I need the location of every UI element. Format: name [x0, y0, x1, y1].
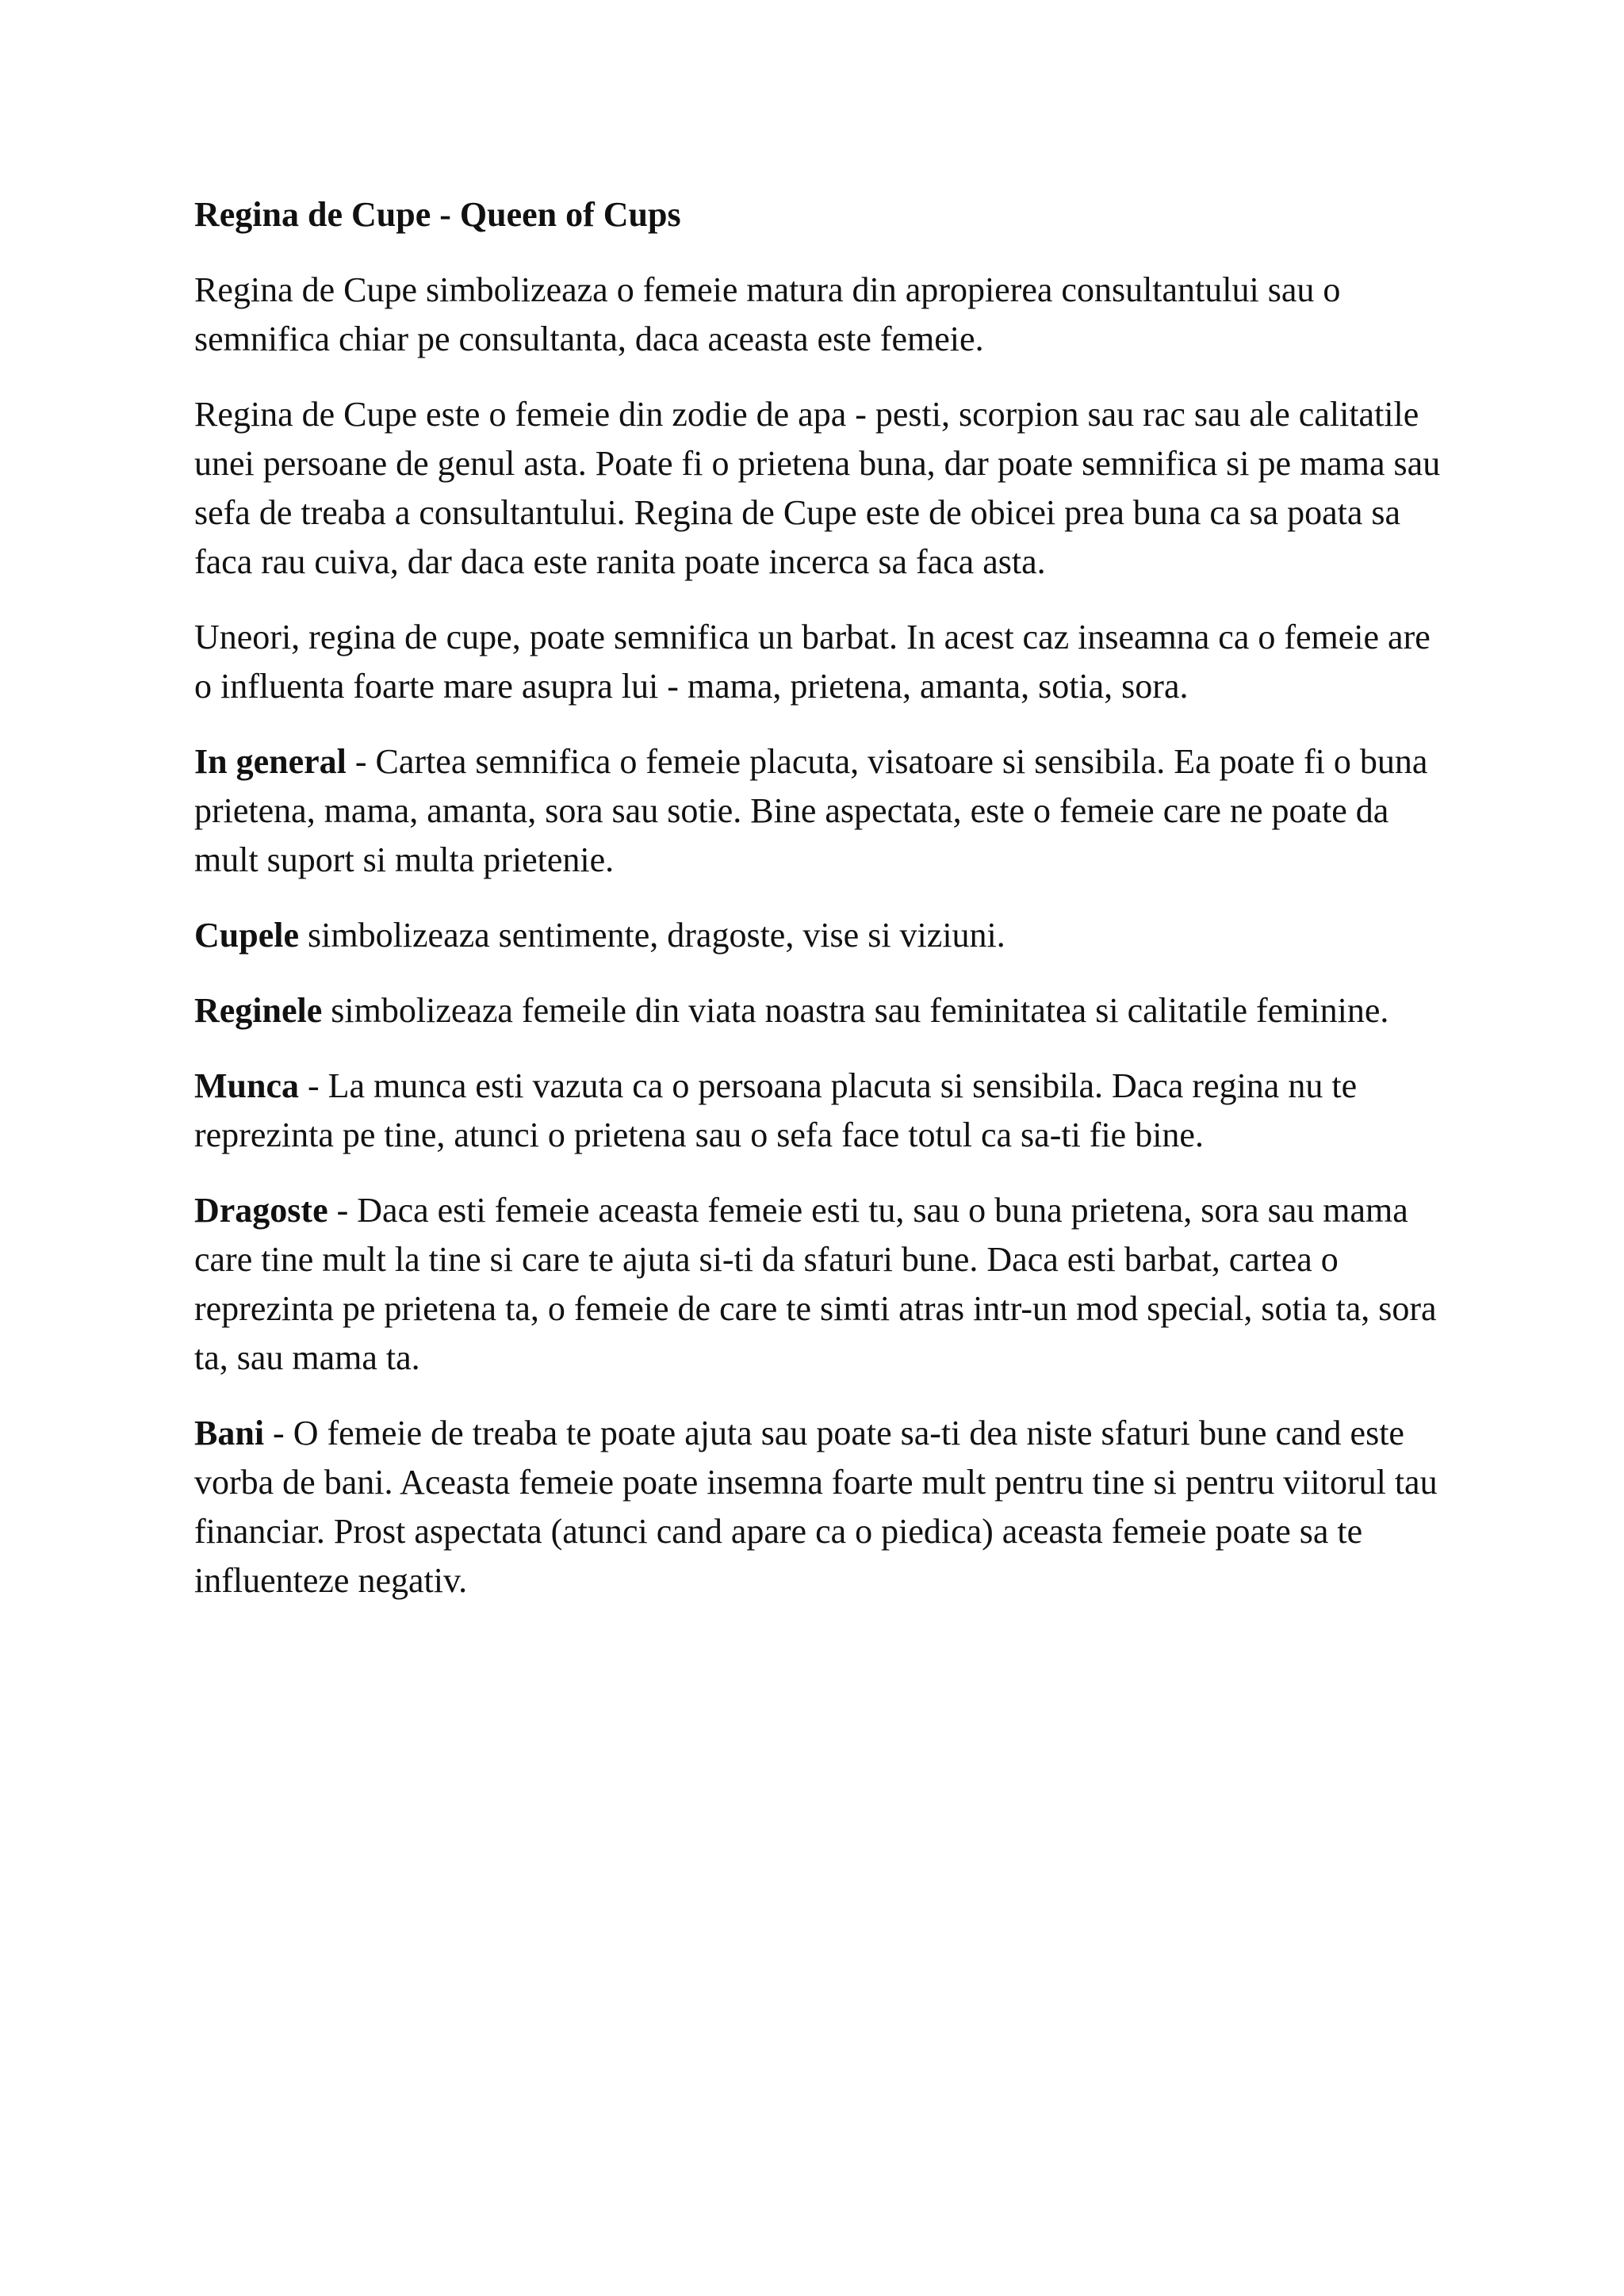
paragraph-lead: Cupele — [194, 916, 299, 955]
paragraph-queens — [194, 986, 1447, 1035]
paragraph-zodiac — [194, 390, 1447, 587]
paragraph-lead: In general — [194, 742, 347, 781]
paragraph-text: - Daca esti femeie aceasta femeie esti tu, sau o buna prietena, sora sau mama care tine mult la tine si care te ajuta si-ti da sfaturi bune. Daca esti barbat, cartea o reprezinta pe prietena ta, o femeie de care te simti atras intr-un mod special, sotia ta, sora ta, sau mama ta. — [194, 1191, 1437, 1377]
paragraph-general — [194, 737, 1447, 885]
paragraph-text: Regina de Cupe este o femeie din zodie de apa - pesti, scorpion sau rac sau ale calitatile unei persoane de genul asta. Poate fi o prietena buna, dar poate semnifica si pe mama sau sefa de treaba a consultantului. Regina de Cupe este de obicei prea buna ca sa poata sa faca rau cuiva, dar daca este ranita poate incerca sa faca asta. — [194, 395, 1441, 581]
paragraph-text: - O femeie de treaba te poate ajuta sau poate sa-ti dea niste sfaturi bune cand este vorba de bani. Aceasta femeie poate insemna foarte mult pentru tine si pentru viitorul tau financiar. Prost aspectata (atunci cand apare ca o piedica) aceasta femeie poate sa te influenteze negativ. — [194, 1414, 1438, 1600]
paragraph-text: Regina de Cupe simbolizeaza o femeie matura din apropierea consultantului sau o semnifica chiar pe consultanta, daca aceasta este femeie. — [194, 270, 1341, 358]
paragraph-man — [194, 613, 1447, 711]
paragraph-text: Uneori, regina de cupe, poate semnifica un barbat. In acest caz inseamna ca o femeie are o influenta foarte mare asupra lui - mama, prietena, amanta, sotia, sora. — [194, 618, 1431, 706]
paragraph-lead: Munca — [194, 1066, 299, 1105]
paragraph-intro — [194, 266, 1447, 364]
paragraph-lead: Reginele — [194, 991, 323, 1030]
paragraph-lead: Bani — [194, 1414, 265, 1452]
paragraph-text: simbolizeaza femeile din viata noastra sau feminitatea si calitatile feminine. — [322, 991, 1389, 1030]
paragraph-text: - La munca esti vazuta ca o persoana placuta si sensibila. Daca regina nu te reprezinta pe tine, atunci o prietena sau o sefa face totul ca sa-ti fie bine. — [194, 1066, 1358, 1154]
paragraph-money — [194, 1409, 1447, 1605]
document-page — [194, 190, 1447, 1632]
paragraph-lead: Dragoste — [194, 1191, 328, 1230]
document-title: Regina de Cupe - Queen of Cups — [194, 195, 681, 234]
paragraph-work — [194, 1062, 1447, 1160]
paragraph-text: simbolizeaza sentimente, dragoste, vise si viziuni. — [299, 916, 1005, 955]
paragraph-love — [194, 1186, 1447, 1383]
paragraph-cups — [194, 911, 1447, 960]
paragraph-text: - Cartea semnifica o femeie placuta, visatoare si sensibila. Ea poate fi o buna prietena, mama, amanta, sora sau sotie. Bine aspectata, este o femeie care ne poate da mult suport si multa prietenie. — [194, 742, 1428, 879]
